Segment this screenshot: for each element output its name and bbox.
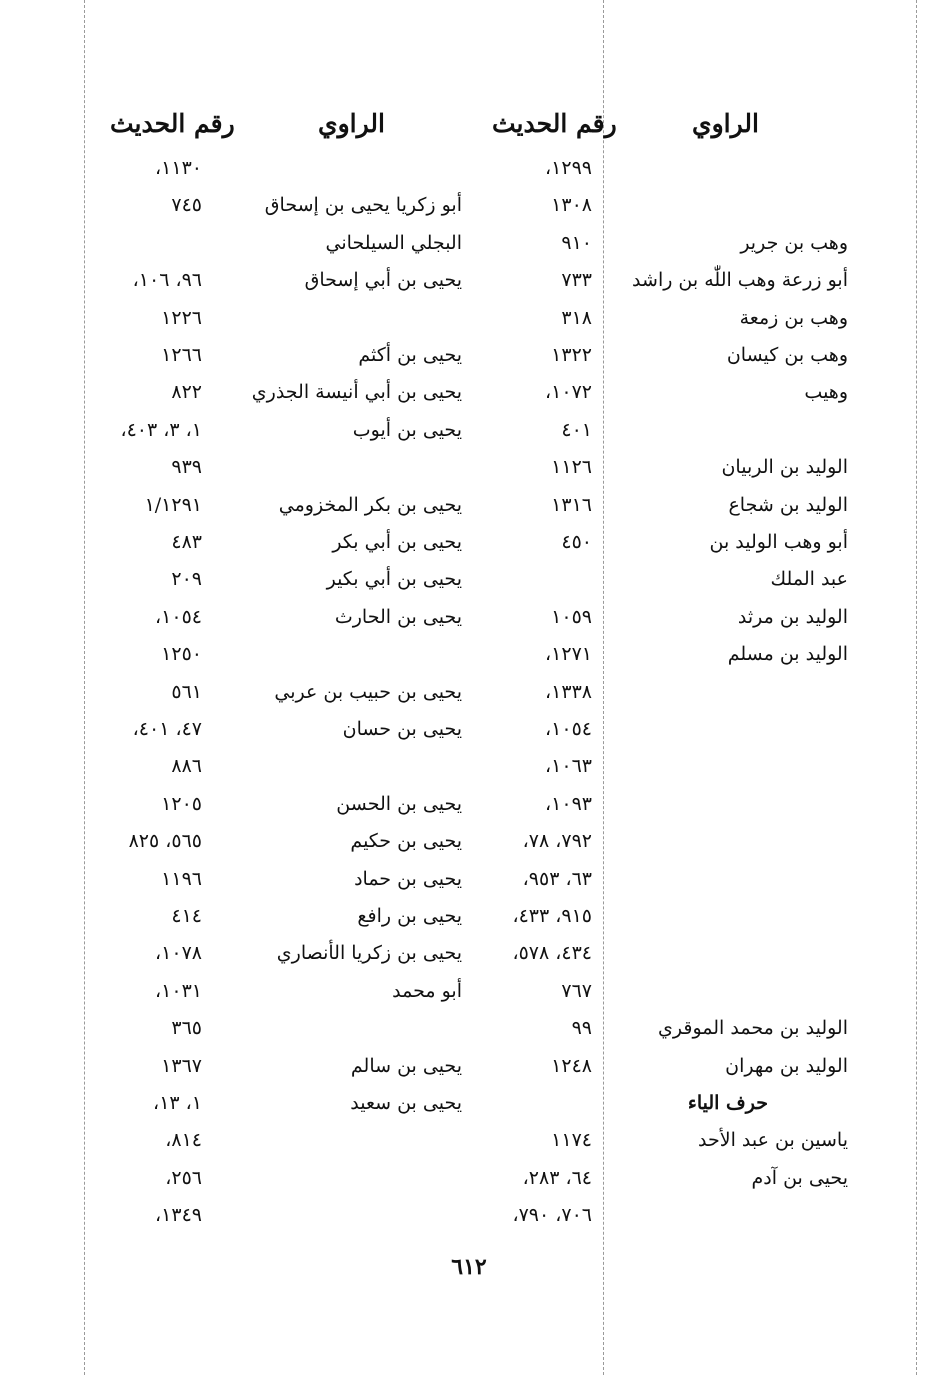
left-hadith-numbers: ١٢٤٨	[551, 1054, 592, 1077]
right-narrator-name	[210, 748, 462, 785]
right-hadith-numbers: ١/١٢٩١	[144, 493, 202, 516]
left-narrator-name	[600, 1197, 848, 1234]
right-narrator-name	[210, 1122, 462, 1159]
right-narrator-name	[210, 1160, 462, 1197]
index-row	[0, 449, 938, 486]
right-hadith-numbers: ٩٣٩	[171, 456, 202, 479]
right-narrator-name: يحيى بن حماد	[354, 867, 462, 890]
index-row	[0, 674, 938, 711]
index-row	[0, 300, 938, 337]
left-hadith-numbers: ١٢٧١،	[545, 643, 592, 666]
left-narrator-name: أبو وهب الوليد بن	[709, 531, 848, 553]
left-narrator-name	[600, 711, 848, 748]
left-hadith-numbers: ١١٢٦	[551, 456, 592, 479]
right-hadith-numbers: ٤٨٣	[171, 531, 202, 553]
index-row	[0, 561, 938, 598]
index-row	[0, 973, 938, 1010]
left-hadith-numbers: ١٠٥٩	[551, 605, 592, 628]
right-hadith-numbers: ٤٧، ٤٠١،	[132, 718, 202, 740]
left-narrator-name: عبد الملك	[770, 568, 848, 591]
right-narrator-name: يحيى بن حبيب بن عربي	[274, 680, 462, 703]
left-hadith-numbers: ٧٩٢، ٧٨،	[522, 830, 592, 853]
right-hadith-numbers: ٥٦٥، ٨٢٥	[128, 830, 202, 853]
index-row	[0, 935, 938, 972]
left-narrator-name	[600, 674, 848, 711]
right-hadith-numbers: ٨١٤،	[165, 1129, 202, 1152]
header-left-number: رقم الحديث	[492, 109, 617, 138]
index-row	[0, 524, 938, 561]
left-narrator-name	[600, 187, 848, 224]
right-narrator-name: يحيى بن سالم	[350, 1054, 462, 1077]
left-narrator-name	[600, 935, 848, 972]
left-narrator-name: وهب بن كيسان	[726, 344, 848, 366]
left-hadith-numbers: ٧٠٦، ٧٩٠،	[512, 1204, 592, 1227]
right-narrator-name: يحيى بن أبي بكر	[332, 531, 462, 553]
left-hadith-numbers: ٤٥٠	[561, 531, 592, 553]
right-hadith-numbers: ١١٣٠،	[155, 157, 202, 179]
right-narrator-name: يحيى بن الحسن	[336, 792, 462, 815]
right-narrator-name	[210, 300, 462, 337]
left-narrator-name	[600, 748, 848, 785]
left-hadith-numbers	[472, 561, 592, 598]
right-narrator-name: يحيى بن أبي بكير	[326, 568, 462, 591]
right-hadith-numbers: ٣٦٥	[171, 1017, 202, 1040]
right-hadith-numbers: ١١٩٦	[161, 867, 202, 890]
right-narrator-name: يحيى بن رافع	[357, 905, 462, 927]
index-row	[0, 262, 938, 299]
right-narrator-name: يحيى بن سعيد	[350, 1092, 462, 1114]
right-hadith-numbers: ٥٦١	[171, 680, 202, 703]
left-narrator-name: ياسين بن عبد الأحد	[698, 1129, 848, 1152]
right-narrator-name: يحيى بن بكر المخزومي	[278, 493, 462, 516]
right-hadith-numbers: ١٣٦٧	[161, 1054, 202, 1077]
left-hadith-numbers: ١٠٩٣،	[545, 792, 592, 815]
right-hadith-numbers: ٩٦، ١٠٦،	[132, 269, 202, 292]
left-hadith-numbers: ١٣٠٨	[551, 194, 592, 217]
left-hadith-numbers: ٧٦٧	[561, 979, 592, 1002]
left-hadith-numbers: ٧٣٣	[561, 269, 592, 292]
left-hadith-numbers: ١١٧٤	[551, 1129, 592, 1152]
index-row	[0, 374, 938, 411]
index-row	[0, 636, 938, 673]
right-hadith-numbers: ١٢٥٠	[161, 643, 202, 666]
index-row	[0, 1048, 938, 1085]
index-row	[0, 1122, 938, 1159]
left-narrator-name: أبو زرعة وهب اللّٰه بن راشد	[632, 269, 848, 292]
left-narrator-name	[600, 786, 848, 823]
right-hadith-numbers: ١٢٢٦	[161, 306, 202, 329]
left-hadith-numbers: ٦٤، ٢٨٣،	[522, 1166, 592, 1189]
header-left-narrator: الراوي	[692, 109, 759, 138]
right-hadith-numbers	[90, 225, 202, 262]
right-narrator-name: يحيى بن الحارث	[334, 605, 462, 628]
index-row	[0, 1010, 938, 1047]
right-narrator-name	[210, 150, 462, 187]
left-narrator-name: وهيب	[804, 381, 848, 404]
left-hadith-numbers: ٤٠١	[561, 418, 592, 441]
left-narrator-name: الوليد بن محمد الموقري	[658, 1017, 848, 1040]
left-narrator-name	[600, 861, 848, 898]
right-narrator-name: يحيى بن أكثم	[358, 344, 462, 366]
left-hadith-numbers: ١٠٥٤،	[545, 718, 592, 740]
right-narrator-name: يحيى بن أبي أنيسة الجذري	[251, 381, 462, 404]
right-hadith-numbers: ١٢٦٦	[161, 344, 202, 366]
left-narrator-name: الوليد بن مرثد	[737, 605, 848, 628]
right-hadith-numbers: ١٣٤٩،	[155, 1204, 202, 1227]
right-narrator-name	[210, 636, 462, 673]
index-row	[0, 187, 938, 224]
left-hadith-numbers: ٣١٨	[561, 306, 592, 329]
index-row	[0, 337, 938, 374]
left-hadith-numbers: ٩٩	[571, 1017, 592, 1040]
right-narrator-name: يحيى بن حكيم	[350, 830, 462, 853]
left-narrator-name: وهب بن جرير	[740, 231, 848, 254]
index-row	[0, 898, 938, 935]
index-row	[0, 711, 938, 748]
left-hadith-numbers: ٦٣، ٩٥٣،	[522, 867, 592, 890]
right-narrator-name: أبو زكريا يحيى بن إسحاق	[264, 194, 462, 217]
left-hadith-numbers: ١٣٣٨،	[545, 680, 592, 703]
right-narrator-name: يحيى بن أبي إسحاق	[304, 269, 462, 292]
index-row	[0, 823, 938, 860]
left-narrator-name: الوليد بن مسلم	[727, 643, 848, 666]
right-hadith-numbers: ٨٨٦	[171, 755, 202, 778]
left-narrator-name	[600, 898, 848, 935]
right-narrator-name	[210, 1197, 462, 1234]
index-row	[0, 225, 938, 262]
index-row	[0, 599, 938, 636]
left-hadith-numbers: ١٣٢٢	[551, 344, 592, 366]
left-narrator-name	[600, 973, 848, 1010]
left-narrator-name: حرف الياء	[687, 1092, 768, 1114]
left-hadith-numbers: ١٠٧٢،	[545, 381, 592, 404]
index-row	[0, 1160, 938, 1197]
left-hadith-numbers: ٩١٥، ٤٣٣،	[512, 905, 592, 927]
index-row	[0, 150, 938, 187]
right-hadith-numbers: ٢٠٩	[171, 568, 202, 591]
left-narrator-name	[600, 150, 848, 187]
right-narrator-name: يحيى بن زكريا الأنصاري	[276, 942, 462, 965]
left-hadith-numbers	[472, 1085, 592, 1122]
right-hadith-numbers: ٧٤٥	[171, 194, 202, 217]
right-hadith-numbers: ٢٥٦،	[165, 1166, 202, 1189]
right-hadith-numbers: ٤١٤	[171, 905, 202, 927]
header-right-narrator: الراوي	[318, 109, 385, 138]
left-narrator-name: الوليد بن مهران	[725, 1054, 848, 1077]
right-narrator-name: يحيى بن حسان	[342, 718, 462, 740]
index-row	[0, 487, 938, 524]
left-hadith-numbers: ٤٣٤، ٥٧٨،	[512, 942, 592, 965]
left-hadith-numbers: ١٢٩٩،	[545, 157, 592, 179]
index-row	[0, 861, 938, 898]
right-hadith-numbers: ١٢٠٥	[161, 792, 202, 815]
right-narrator-name	[210, 449, 462, 486]
left-narrator-name: الوليد بن شجاع	[728, 493, 848, 516]
right-hadith-numbers: ١٠٥٤،	[155, 605, 202, 628]
index-row	[0, 1085, 938, 1122]
index-row	[0, 786, 938, 823]
index-row	[0, 1197, 938, 1234]
right-hadith-numbers: ١٠٣١،	[155, 979, 202, 1002]
page-number: ٦١٢	[451, 1254, 487, 1280]
index-row	[0, 748, 938, 785]
right-hadith-numbers: ١٠٧٨،	[155, 942, 202, 965]
right-hadith-numbers: ١، ٣، ٤٠٣،	[120, 418, 202, 441]
index-row	[0, 412, 938, 449]
left-narrator-name: الوليد بن الربيان	[721, 456, 848, 479]
right-hadith-numbers: ١، ١٣،	[153, 1092, 202, 1114]
left-hadith-numbers: ٩١٠	[561, 231, 592, 254]
right-hadith-numbers: ٨٢٢	[171, 381, 202, 404]
right-narrator-name: يحيى بن أيوب	[352, 418, 462, 441]
left-hadith-numbers: ١٠٦٣،	[545, 755, 592, 778]
right-narrator-name	[210, 1010, 462, 1047]
left-narrator-name	[600, 412, 848, 449]
left-hadith-numbers: ١٣١٦	[551, 493, 592, 516]
right-narrator-name: أبو محمد	[392, 979, 462, 1002]
right-narrator-name: البجلي السيلحاني	[325, 231, 462, 254]
left-narrator-name: وهب بن زمعة	[739, 306, 848, 329]
left-narrator-name: يحيى بن آدم	[751, 1166, 848, 1189]
header-right-number: رقم الحديث	[110, 109, 235, 138]
left-narrator-name	[600, 823, 848, 860]
